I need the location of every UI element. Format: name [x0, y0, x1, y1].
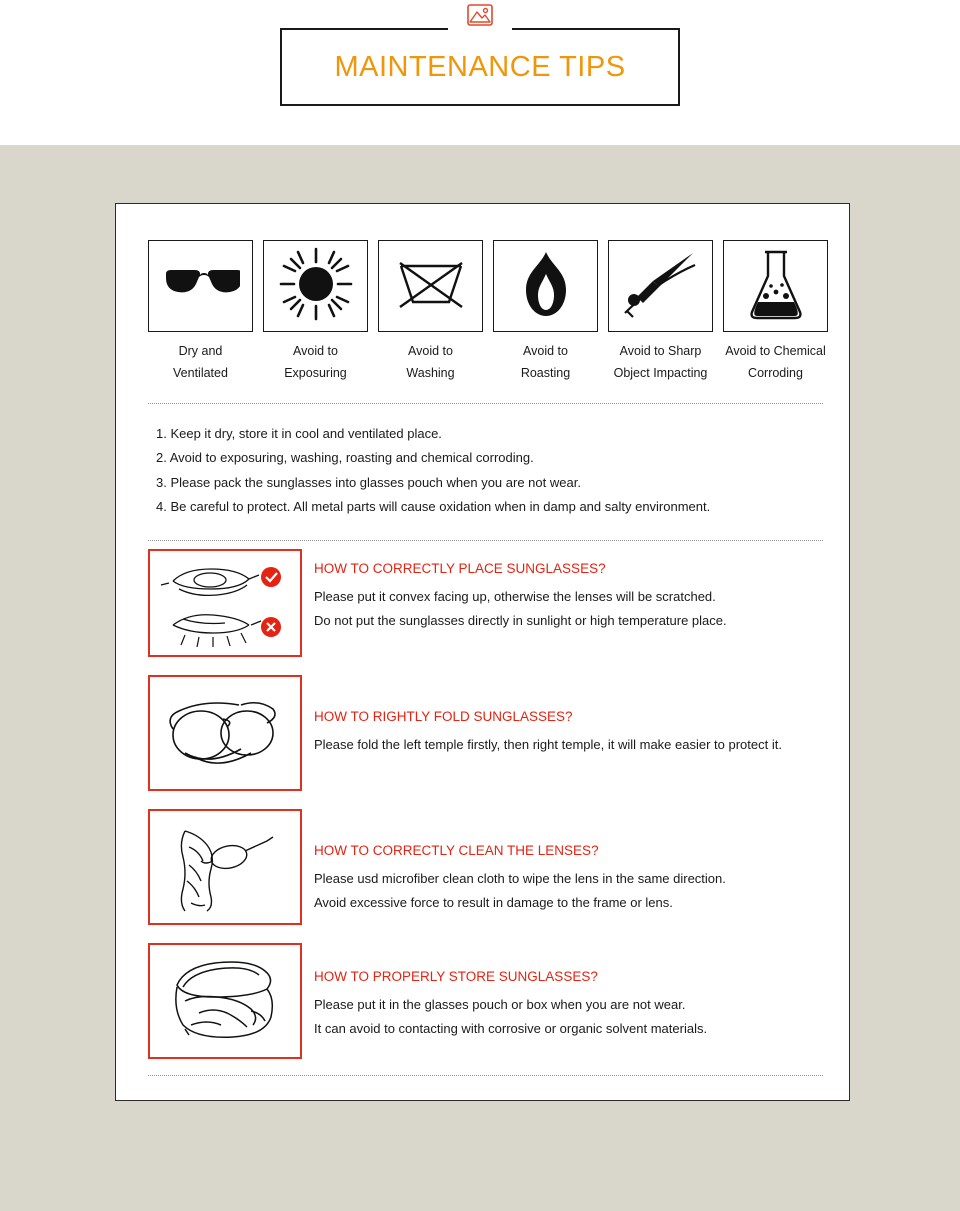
howto-line: Do not put the sunglasses directly in sunlight or high temperature place. — [314, 612, 727, 628]
howto-title: HOW TO PROPERLY STORE SUNGLASSES? — [314, 968, 598, 984]
howto-line: Please put it convex facing up, otherwise the lenses will be scratched. — [314, 588, 716, 604]
care-symbol-avoid-roasting — [493, 240, 598, 385]
icon-box — [263, 240, 368, 332]
howto-line: Please usd microfiber clean cloth to wipe the lens in the same direction. — [314, 870, 726, 886]
divider-top — [148, 403, 823, 404]
howto-line: Please put it in the glasses pouch or box when you are not wear. — [314, 996, 686, 1012]
howto-text — [302, 675, 782, 791]
page-title: MAINTENANCE TIPS — [334, 50, 626, 83]
care-symbol-caption: Avoid to Exposuring — [284, 344, 347, 380]
content-card — [115, 203, 850, 1101]
howto-block-store — [148, 943, 823, 1059]
tip-item: 1. Keep it dry, store it in cool and ventilated place. — [156, 425, 442, 441]
chemical-flask-icon — [744, 246, 808, 327]
tip-item: 4. Be careful to protect. All metal parts will cause oxidation when in damp and salty environment. — [156, 499, 711, 515]
care-symbol-caption: Avoid to Chemical Corroding — [725, 344, 826, 380]
howto-title: HOW TO CORRECTLY PLACE SUNGLASSES? — [314, 560, 606, 576]
care-symbol-caption: Avoid to Roasting — [520, 344, 571, 380]
icon-box — [723, 240, 828, 332]
howto-line: Please fold the left temple firstly, then right temple, it will make easier to protect it. — [314, 736, 782, 752]
care-symbol-caption: Avoid to Washing — [406, 344, 455, 380]
icon-box — [608, 240, 713, 332]
howto-block-clean — [148, 809, 823, 925]
title-box — [280, 28, 680, 106]
howto-text — [302, 549, 727, 657]
howto-title: HOW TO RIGHTLY FOLD SUNGLASSES? — [314, 708, 573, 724]
cleaning-lens-with-cloth-illustration — [148, 809, 302, 925]
sun-exposure-icon — [278, 246, 354, 327]
care-symbol-avoid-exposuring — [263, 240, 368, 385]
howto-line: Avoid excessive force to result in damage to the frame or lens. — [314, 894, 673, 910]
howto-text — [302, 809, 726, 925]
divider-bottom — [148, 1075, 823, 1076]
icon-box — [493, 240, 598, 332]
title-notch — [448, 0, 512, 30]
tip-item: 2. Avoid to exposuring, washing, roasting and chemical corroding. — [156, 450, 534, 466]
care-symbol-dry-ventilated — [148, 240, 253, 385]
howto-text — [302, 943, 707, 1059]
care-symbol-avoid-chemical — [723, 240, 828, 385]
tips-list — [148, 422, 823, 520]
divider-middle — [148, 540, 823, 541]
sunglasses-placement-correct-incorrect-illustration — [148, 549, 302, 657]
icon-box — [378, 240, 483, 332]
howto-line: It can avoid to contacting with corrosive or organic solvent materials. — [314, 1020, 708, 1036]
icon-box — [148, 240, 253, 332]
tip-item: 3. Please pack the sunglasses into glasses pouch when you are not wear. — [156, 474, 581, 490]
care-symbol-avoid-sharp-object — [608, 240, 713, 385]
care-symbol-caption: Avoid to Sharp Object Impacting — [613, 344, 708, 380]
care-symbol-avoid-washing — [378, 240, 483, 385]
howto-title: HOW TO CORRECTLY CLEAN THE LENSES? — [314, 842, 599, 858]
care-symbol-caption: Dry and Ventilated — [173, 344, 228, 380]
care-symbol-row — [148, 240, 826, 385]
page-header — [0, 0, 960, 145]
no-washing-icon — [395, 256, 467, 317]
sharp-object-icon — [619, 247, 703, 326]
no-flame-icon — [518, 248, 574, 325]
howto-block-place — [148, 549, 823, 657]
folded-sunglasses-illustration — [148, 675, 302, 791]
image-photo-icon — [467, 4, 493, 26]
sunglasses-icon — [162, 264, 240, 309]
sunglasses-case-illustration — [148, 943, 302, 1059]
howto-block-fold — [148, 675, 823, 791]
